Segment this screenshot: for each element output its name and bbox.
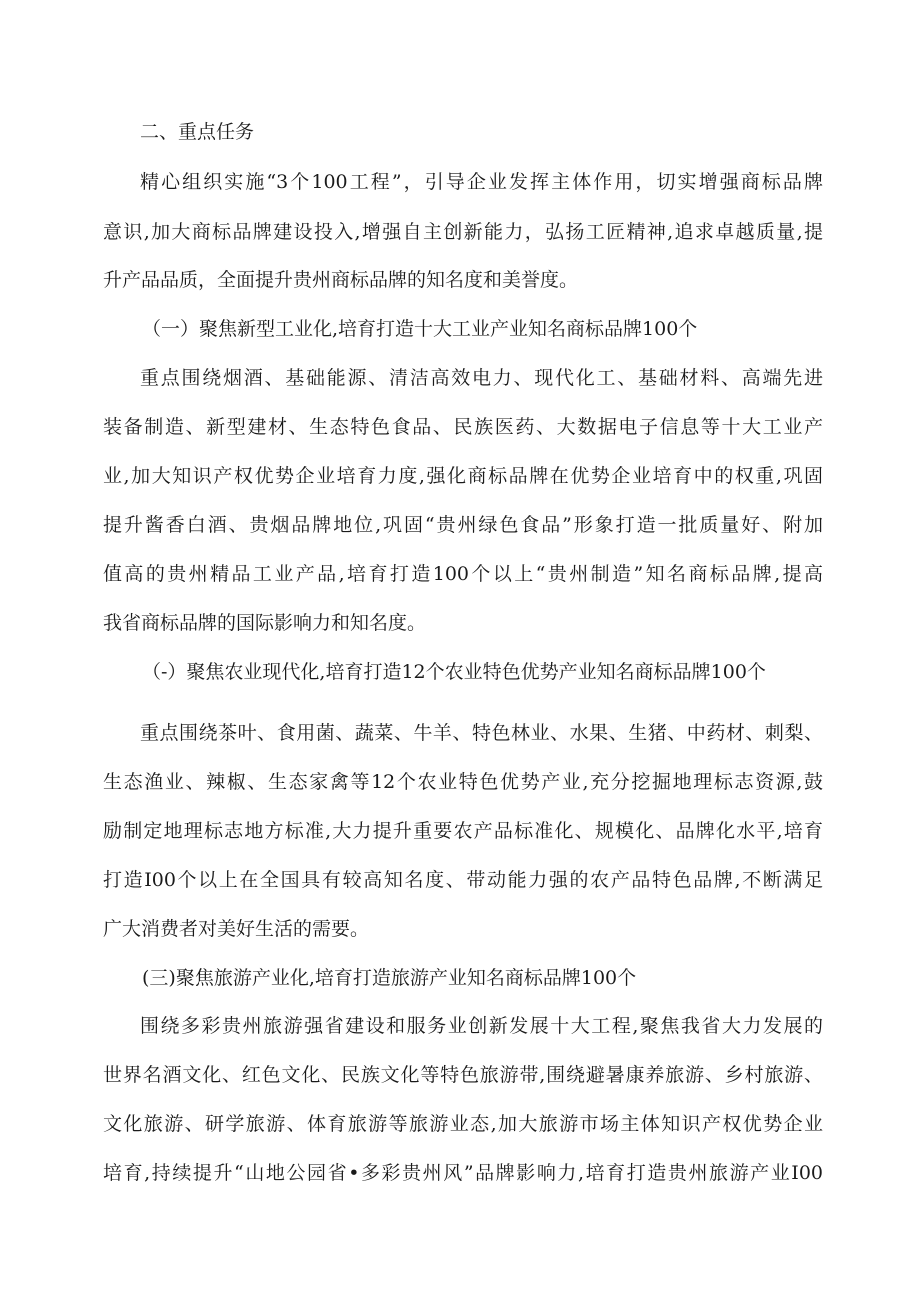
para-3-line-1: 围绕多彩贵州旅游强省建设和服务业创新发展十大工程,聚焦我省大力发展的 — [140, 1015, 823, 1037]
para-1-line-1: 重点围绕烟酒、基础能源、清洁高效电力、现代化工、基础材料、高端先进 — [140, 367, 823, 389]
para-3-line-4: 培育,持续提升“山地公园省•多彩贵州风”品牌影响力,培育打造贵州旅游产业I00 — [103, 1162, 823, 1184]
para-3-line-2: 世界名酒文化、红色文化、民族文化等特色旅游带,围绕避暑康养旅游、乡村旅游、 — [103, 1064, 823, 1086]
para-2-line-4: 打造I00个以上在全国具有较高知名度、带动能力强的农产品特色品牌,不断满足 — [103, 869, 823, 891]
para-1-line-3: 业,加大知识产权优势企业培育力度,强化商标品牌在优势企业培育中的权重,巩固 — [103, 465, 823, 487]
para-1-line-4: 提升酱香白酒、贵烟品牌地位,巩固“贵州绿色食品”形象打造一批质量好、附加 — [103, 514, 823, 536]
para-2-line-1: 重点围绕茶叶、食用菌、蔬菜、牛羊、特色林业、水果、生猪、中药材、刺梨、 — [140, 722, 823, 744]
intro-line-1: 精心组织实施“3个100工程”，引导企业发挥主体作用，切实增强商标品牌 — [140, 171, 823, 193]
section-heading: 二、重点任务 — [140, 121, 255, 143]
para-1-line-6: 我省商标品牌的国际影响力和知名度。 — [103, 612, 427, 634]
para-1-line-2: 装备制造、新型建材、生态特色食品、民族医药、大数据电子信息等十大工业产 — [103, 416, 823, 438]
para-2-line-2: 生态渔业、辣椒、生态家禽等12个农业特色优势产业,充分挖掘地理标志资源,鼓 — [103, 771, 823, 793]
para-1-line-5: 值高的贵州精品工业产品,培育打造100个以上“贵州制造”知名商标品牌,提高 — [103, 563, 823, 585]
subheading-3: (三)聚焦旅游产业化,培育打造旅游产业知名商标品牌100个 — [142, 967, 637, 989]
para-3-line-3: 文化旅游、研学旅游、体育旅游等旅游业态,加大旅游市场主体知识产权优势企业 — [103, 1113, 823, 1135]
intro-line-3: 升产品品质，全面提升贵州商标品牌的知名度和美誉度。 — [103, 269, 579, 291]
para-2-line-3: 励制定地理标志地方标准,大力提升重要农产品标准化、规模化、品牌化水平,培育 — [103, 820, 823, 842]
intro-line-2: 意识,加大商标品牌建设投入,增强自主创新能力，弘扬工匠精神,追求卓越质量,提 — [103, 221, 823, 243]
para-2-line-5: 广大消费者对美好生活的需要。 — [103, 918, 370, 940]
subheading-2: （-）聚焦农业现代化,培育打造12个农业特色优势产业知名商标品牌100个 — [142, 661, 766, 683]
subheading-1: （一）聚焦新型工业化,培育打造十大工业产业知名商标品牌100个 — [142, 318, 698, 340]
